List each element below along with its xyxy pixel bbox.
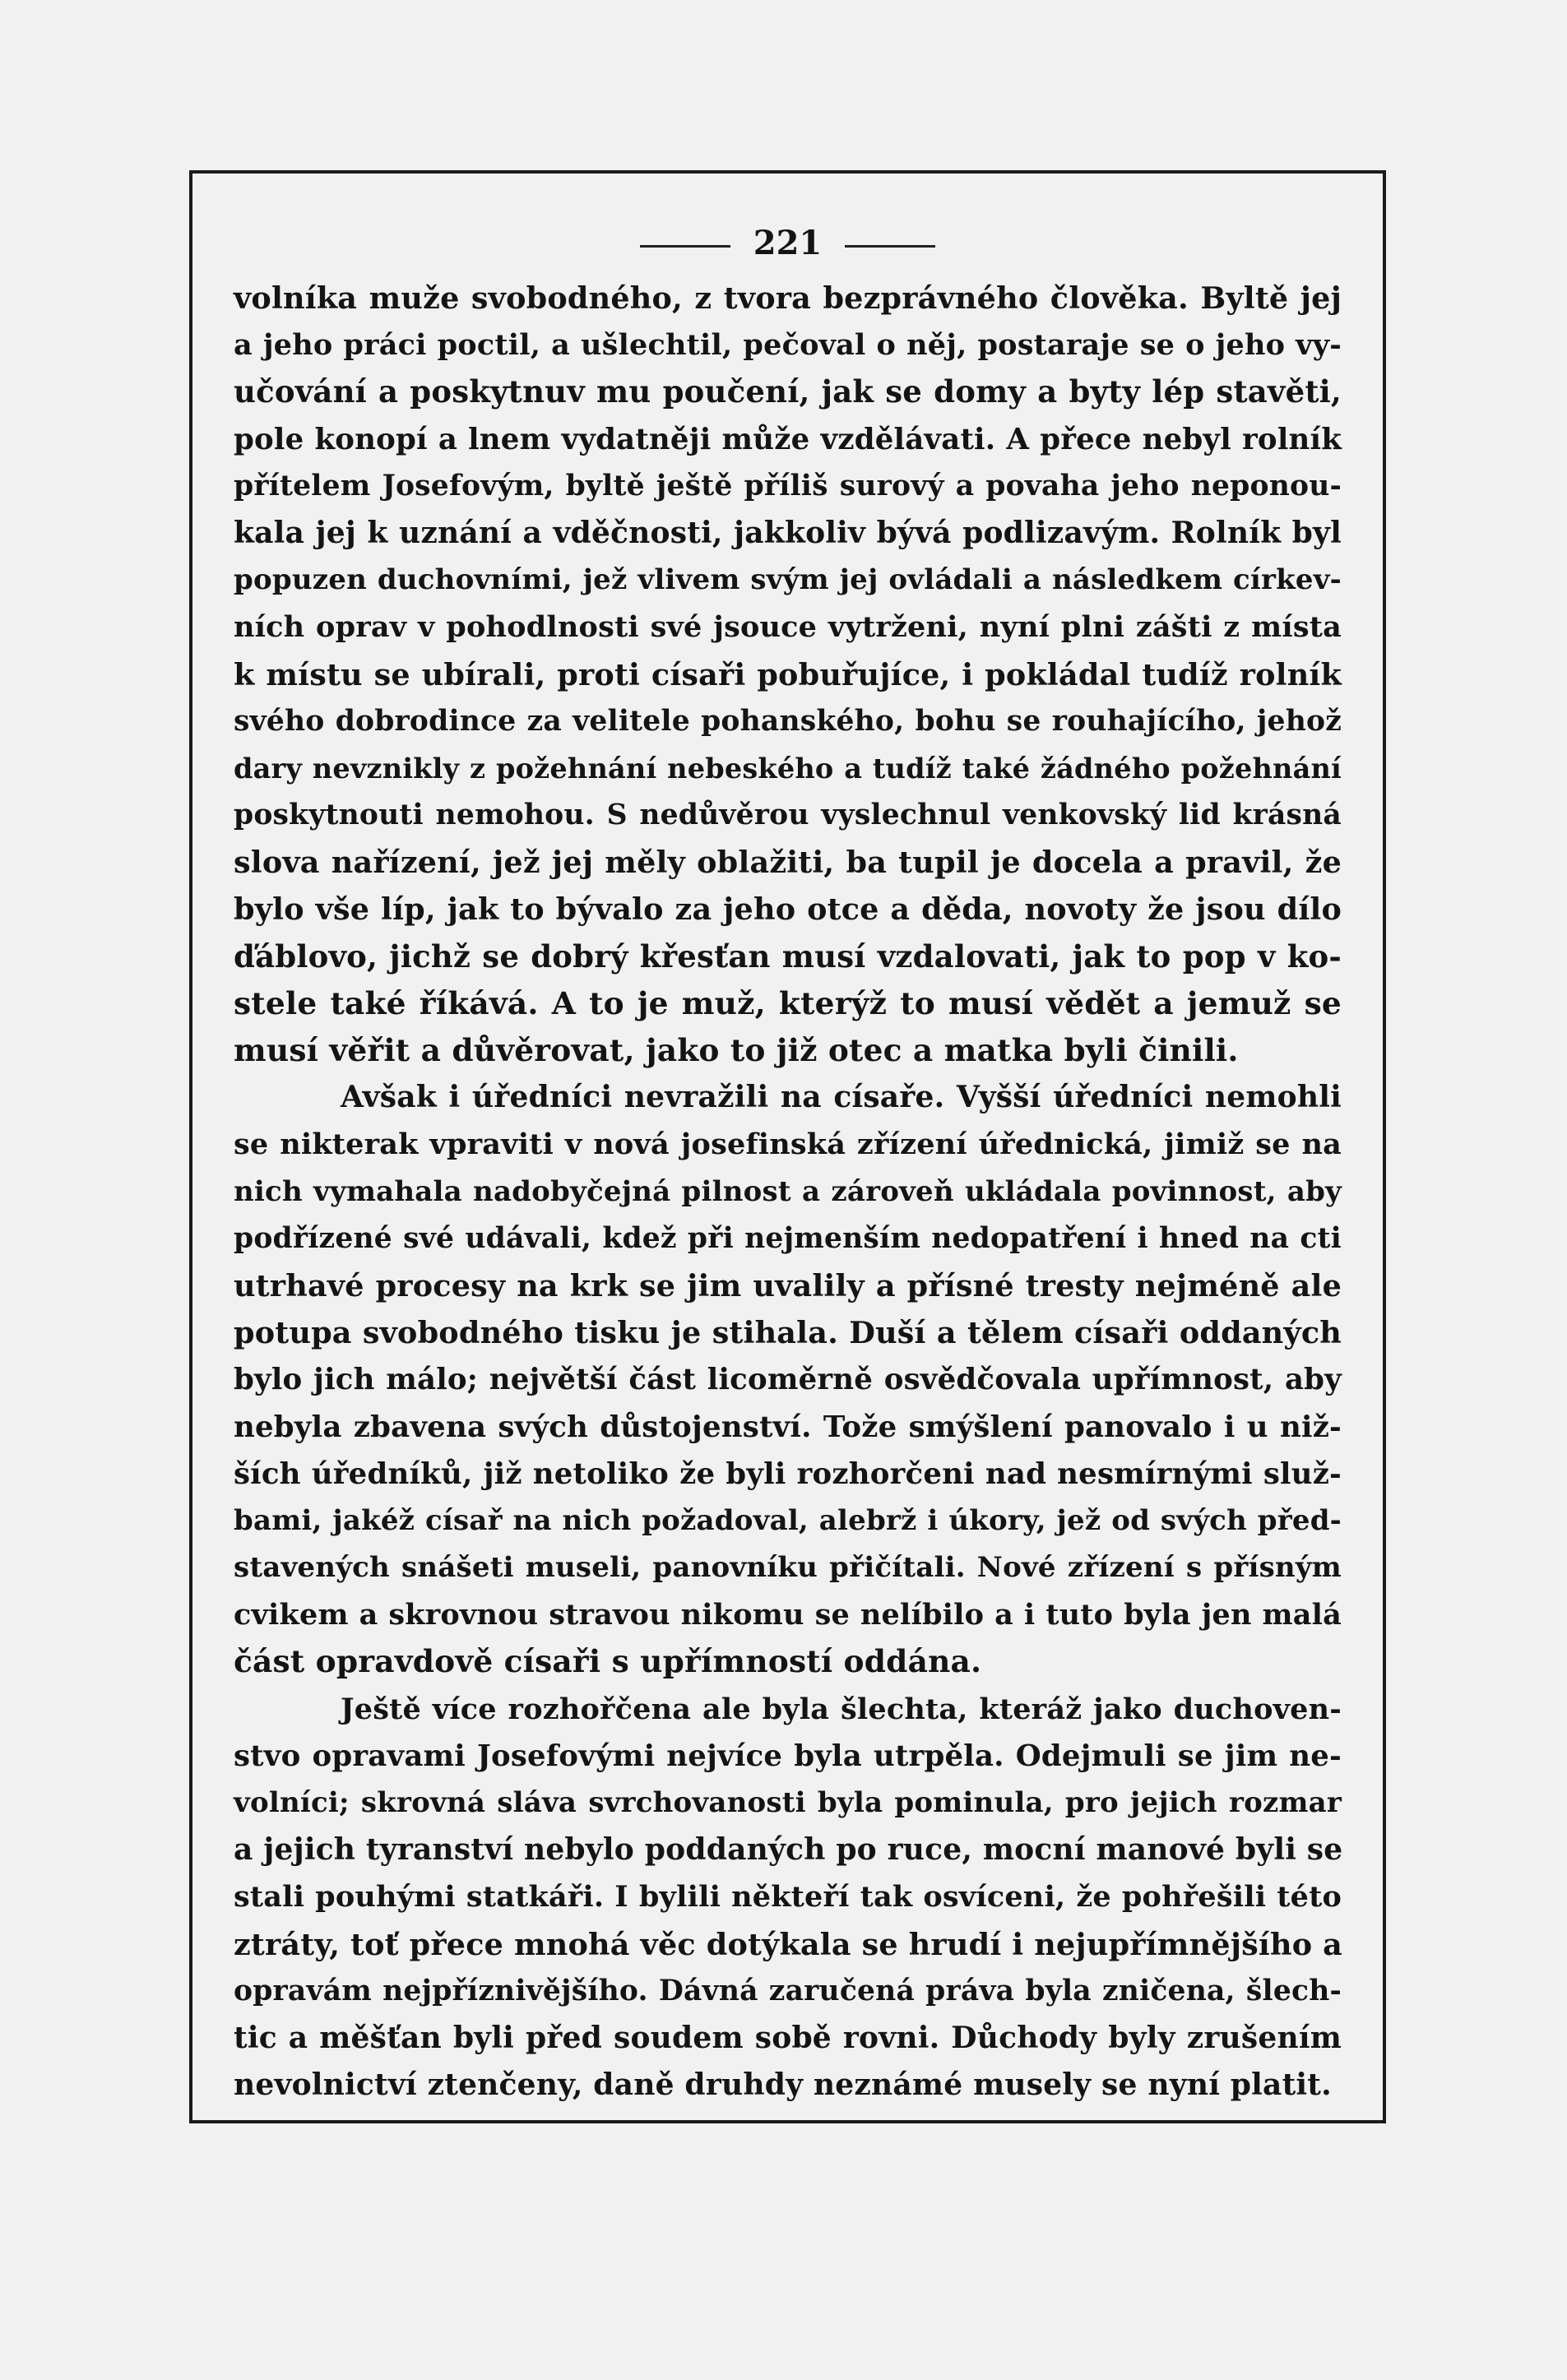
page-number: 221 bbox=[753, 224, 823, 262]
text-line: bami, jakéž císař na nich požadoval, alebrž i úkory, jež od svých před- bbox=[234, 1503, 1342, 1537]
text-line: poskytnouti nemohou. S nedůvěrou vyslechnul venkovský lid krásná bbox=[234, 799, 1342, 832]
text-line: část opravdově císaři s upřímností oddána. bbox=[234, 1643, 982, 1680]
header-rule-left bbox=[640, 245, 730, 248]
text-line: cvikem a skrovnou stravou nikomu se nelíbilo a i tuto byla jen malá bbox=[234, 1598, 1342, 1632]
text-line: dary nevznikly z požehnání nebeského a tudíž také žádného požehnání bbox=[234, 752, 1342, 785]
text-line: svého dobrodince za velitele pohanského, bohu se rouhajícího, jehož bbox=[234, 704, 1342, 738]
text-line: musí věřit a důvěrovat, jako to již otec a matka byli činili. bbox=[234, 1032, 1239, 1068]
text-line: slova nařízení, jež jej měly oblažiti, ba tupil je docela a pravil, že bbox=[234, 845, 1342, 881]
text-line: učování a poskytnuv mu poučení, jak se domy a byty lép stavěti, bbox=[234, 373, 1342, 410]
text-line: se nikterak vpraviti v nová josefinská zřízení úřednická, jimiž se na bbox=[234, 1127, 1342, 1162]
text-line: bylo jich málo; největší část licoměrně osvědčovala upřímnost, aby bbox=[234, 1363, 1342, 1397]
header-rule-right bbox=[845, 245, 935, 248]
text-line: Avšak i úředníci nevražili na císaře. Vyšší úředníci nemohli bbox=[341, 1080, 1342, 1115]
text-line: a jejich tyranství nebylo poddaných po ruce, mocní manové byli se bbox=[234, 1832, 1343, 1868]
text-line: ních oprav v pohodlnosti své jsouce vytrženi, nyní plni zášti z místa bbox=[234, 610, 1342, 645]
text-line: a jeho práci poctil, a ušlechtil, pečoval o něj, postaraje se o jeho vy- bbox=[234, 328, 1342, 363]
paragraph bbox=[234, 275, 1342, 1074]
text-line: ďáblovo, jichž se dobrý křesťan musí vzdalovati, jak to pop v ko- bbox=[234, 938, 1342, 975]
text-line: ztráty, toť přece mnohá věc dotýkala se hrudí i nejupřímnějšího a bbox=[234, 1926, 1343, 1962]
text-line: Ještě více rozhořčena ale byla šlechta, kteráž jako duchoven- bbox=[341, 1692, 1342, 1726]
text-line: podřízené své udávali, kdež při nejmenším nedopatření i hned na cti bbox=[234, 1221, 1342, 1255]
text-line: pole konopí a lnem vydatněji může vzdělávati. A přece nebyl rolník bbox=[234, 422, 1342, 456]
text-line: bylo vše líp, jak to bývalo za jeho otce a děda, novoty že jsou dílo bbox=[234, 891, 1342, 928]
text-line: popuzen duchovními, jež vlivem svým jej ovládali a následkem církev- bbox=[234, 563, 1342, 597]
text-line: stavených snášeti museli, panovníku přičítali. Nové zřízení s přísným bbox=[234, 1551, 1342, 1585]
text-line: ších úředníků, již netoliko že byli rozhorčeni nad nesmírnými služ- bbox=[234, 1456, 1342, 1491]
text-line: stvo opravami Josefovými nejvíce byla utrpěla. Odejmuli se jim ne- bbox=[234, 1739, 1342, 1773]
text-line: k místu se ubírali, proti císaři pobuřujíce, i pokládal tudíž rolník bbox=[234, 656, 1342, 692]
text-line: nebyla zbavena svých důstojenství. Tože smýšlení panovalo i u niž- bbox=[234, 1410, 1342, 1444]
page-frame bbox=[189, 170, 1386, 2123]
text-line: volníka muže svobodného, z tvora bezprávného člověka. Byltě jej bbox=[234, 280, 1342, 316]
text-line: stele také říkává. A to je muž, kterýž to musí vědět a jemuž se bbox=[234, 984, 1342, 1021]
text-line: nich vymahala nadobyčejná pilnost a zároveň ukládala povinnost, aby bbox=[234, 1174, 1342, 1208]
text-line: potupa svobodného tisku je stihala. Duší a tělem císaři oddaných bbox=[234, 1315, 1342, 1351]
body-text bbox=[234, 275, 1342, 2109]
text-line: kala jej k uznání a vděčnosti, jakkoliv bývá podlizavým. Rolník byl bbox=[234, 515, 1342, 550]
text-line: opravám nejpříznivějšího. Dávná zaručená práva byla zničena, šlech- bbox=[234, 1974, 1342, 2007]
page-header bbox=[192, 223, 1383, 264]
paragraph bbox=[234, 1686, 1342, 2109]
text-line: nevolnictví ztenčeny, daně druhdy neznámé musely se nyní platit. bbox=[234, 2067, 1332, 2103]
text-line: stali pouhými statkáři. I bylili někteří tak osvíceni, že pohřešili této bbox=[234, 1880, 1342, 1915]
text-line: přítelem Josefovým, byltě ještě příliš surový a povaha jeho neponou- bbox=[234, 469, 1342, 502]
text-line: utrhavé procesy na krk se jim uvalily a přísné tresty nejméně ale bbox=[234, 1267, 1342, 1303]
text-line: volníci; skrovná sláva svrchovanosti byla pominula, pro jejich rozmar bbox=[234, 1786, 1342, 1819]
paragraph bbox=[234, 1074, 1342, 1685]
text-line: tic a měšťan byli před soudem sobě rovni. Důchody byly zrušením bbox=[234, 2020, 1342, 2055]
